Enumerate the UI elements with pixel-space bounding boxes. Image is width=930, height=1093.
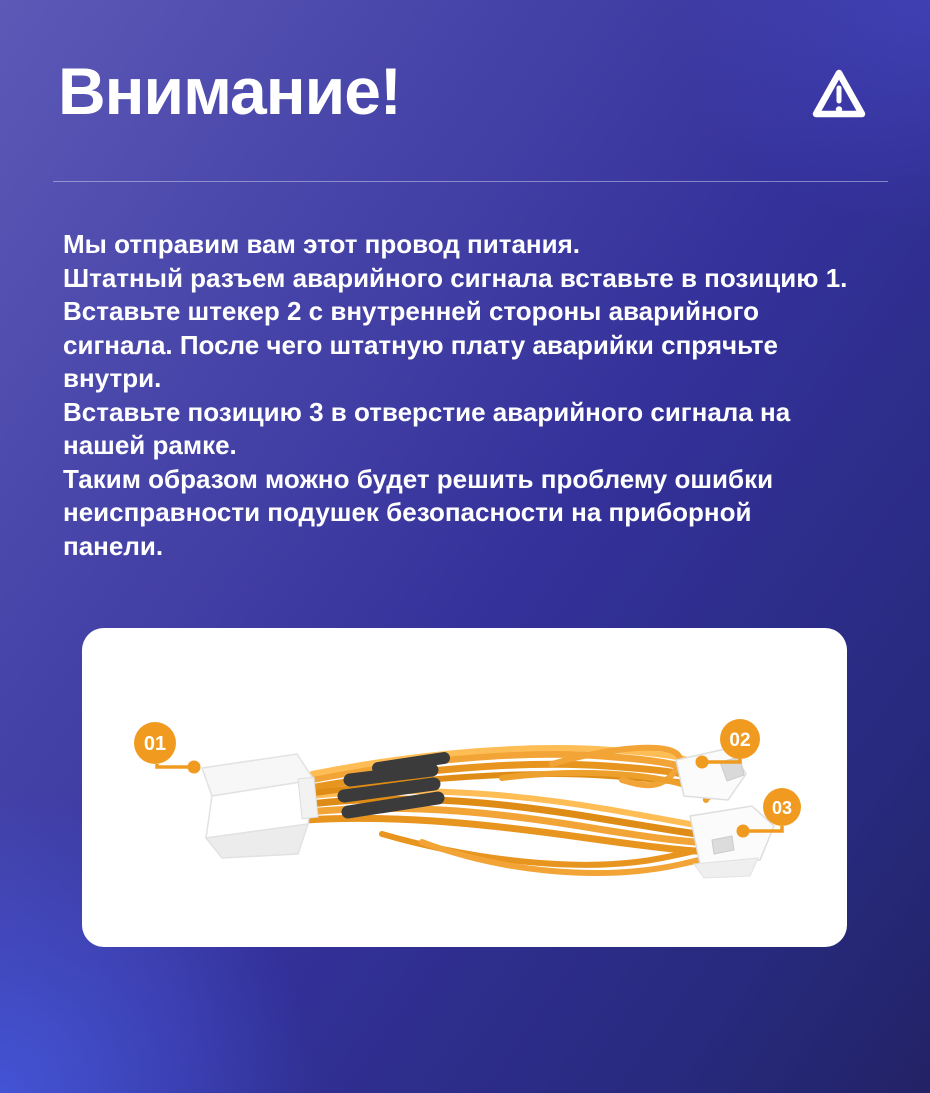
callout-01-dot [188,761,201,774]
callout-03-label: 03 [771,798,793,818]
callout-02-dot [696,756,709,769]
instruction-line: Вставьте штекер 2 с внутренней стороны аварийного [63,296,759,326]
callout-03-dot [737,825,750,838]
instruction-line: Штатный разъем аварийного сигнала вставьте в позицию 1. [63,262,848,293]
callout-02-label: 02 [729,730,751,751]
cable-harness-photo [82,628,847,947]
callout-01 [134,722,201,774]
instruction-line: Вставьте позицию 3 в отверстие аварийного сигнала на [63,396,791,427]
instruction-line: неисправности подушек безопасности на приборной [63,497,752,527]
product-photo-card [82,628,847,947]
connector-left [202,754,318,858]
instruction-line: Мы отправим вам этот провод питания. [63,229,581,259]
instruction-line: внутри. [63,363,162,393]
instruction-text [63,228,893,563]
page-title: Внимание! [58,54,401,128]
instruction-line: Таким образом можно будет решить проблему ошибки [63,463,774,494]
instruction-line: нашей рамке. [63,430,237,460]
divider [53,181,888,182]
instruction-line: сигнала. После чего штатную плату аварийки спрячьте [63,329,778,360]
instruction-line: панели. [63,530,164,561]
callout-02 [696,719,761,769]
callout-01-label: 01 [143,733,167,755]
connector-lower-right [690,806,774,878]
warning-triangle-icon [811,66,867,122]
